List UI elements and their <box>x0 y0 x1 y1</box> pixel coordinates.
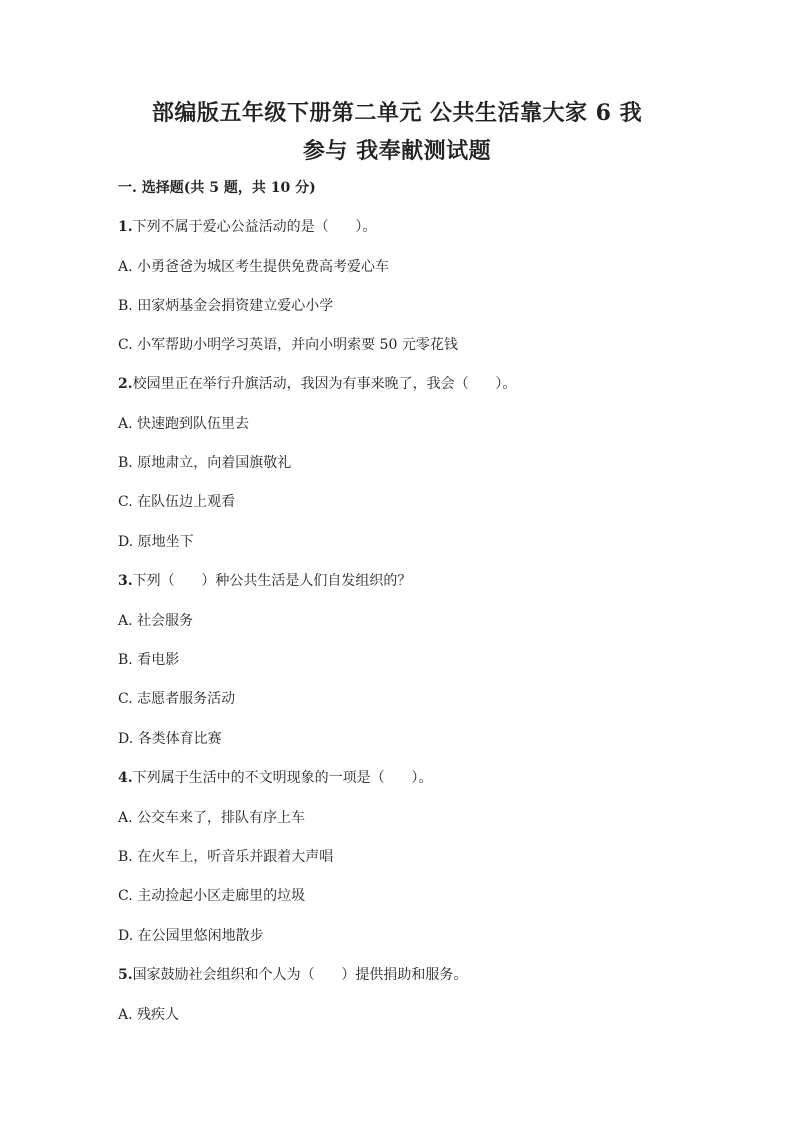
question-1-option-b: B. 田家炳基金会捐资建立爱心小学 <box>118 298 334 314</box>
question-1-option-c: C. 小军帮助小明学习英语，并向小明索要 50 元零花钱 <box>118 337 458 353</box>
question-text: 下列不属于爱心公益活动的是（ ）。 <box>132 219 377 235</box>
question-4 <box>118 768 432 788</box>
question-5 <box>118 965 467 985</box>
title-line-1: 部编版五年级下册第二单元 公共生活靠大家 6 我 <box>151 100 643 126</box>
section-heading: 一. 选择题(共 5 题，共 10 分) <box>118 180 316 196</box>
document-title <box>100 94 694 170</box>
question-text: 下列属于生活中的不文明现象的一项是（ ）。 <box>132 770 433 786</box>
question-number: 2. <box>118 376 133 392</box>
question-number: 4. <box>118 770 133 786</box>
question-number: 1. <box>118 219 133 235</box>
question-4-option-c: C. 主动捡起小区走廊里的垃圾 <box>118 888 306 904</box>
question-2-option-b: B. 原地肃立，向着国旗敬礼 <box>118 455 292 471</box>
question-number: 3. <box>118 573 133 589</box>
question-2-option-c: C. 在队伍边上观看 <box>118 494 236 510</box>
question-1 <box>118 217 376 237</box>
question-4-option-b: B. 在火车上，听音乐并跟着大声唱 <box>118 849 334 865</box>
question-text: 国家鼓励社会组织和个人为（ ）提供捐助和服务。 <box>132 967 468 983</box>
question-number: 5. <box>118 967 133 983</box>
question-1-option-a: A. 小勇爸爸为城区考生提供免费高考爱心车 <box>118 259 390 275</box>
question-3-option-d: D. 各类体育比赛 <box>118 731 222 747</box>
question-3 <box>118 571 411 591</box>
question-text: 校园里正在举行升旗活动，我因为有事来晚了，我会（ ）。 <box>132 376 517 392</box>
question-2 <box>118 374 516 394</box>
question-3-option-a: A. 社会服务 <box>118 613 194 629</box>
question-4-option-a: A. 公交车来了，排队有序上车 <box>118 810 306 826</box>
question-text: 下列（ ）种公共生活是人们自发组织的？ <box>132 573 412 589</box>
question-2-option-a: A. 快速跑到队伍里去 <box>118 416 250 432</box>
question-3-option-c: C. 志愿者服务活动 <box>118 691 236 707</box>
question-2-option-d: D. 原地坐下 <box>118 534 194 550</box>
question-5-option-a: A. 残疾人 <box>118 1007 180 1023</box>
question-4-option-d: D. 在公园里悠闲地散步 <box>118 928 264 944</box>
question-3-option-b: B. 看电影 <box>118 652 180 668</box>
title-line-2: 参与 我奉献测试题 <box>302 138 492 164</box>
